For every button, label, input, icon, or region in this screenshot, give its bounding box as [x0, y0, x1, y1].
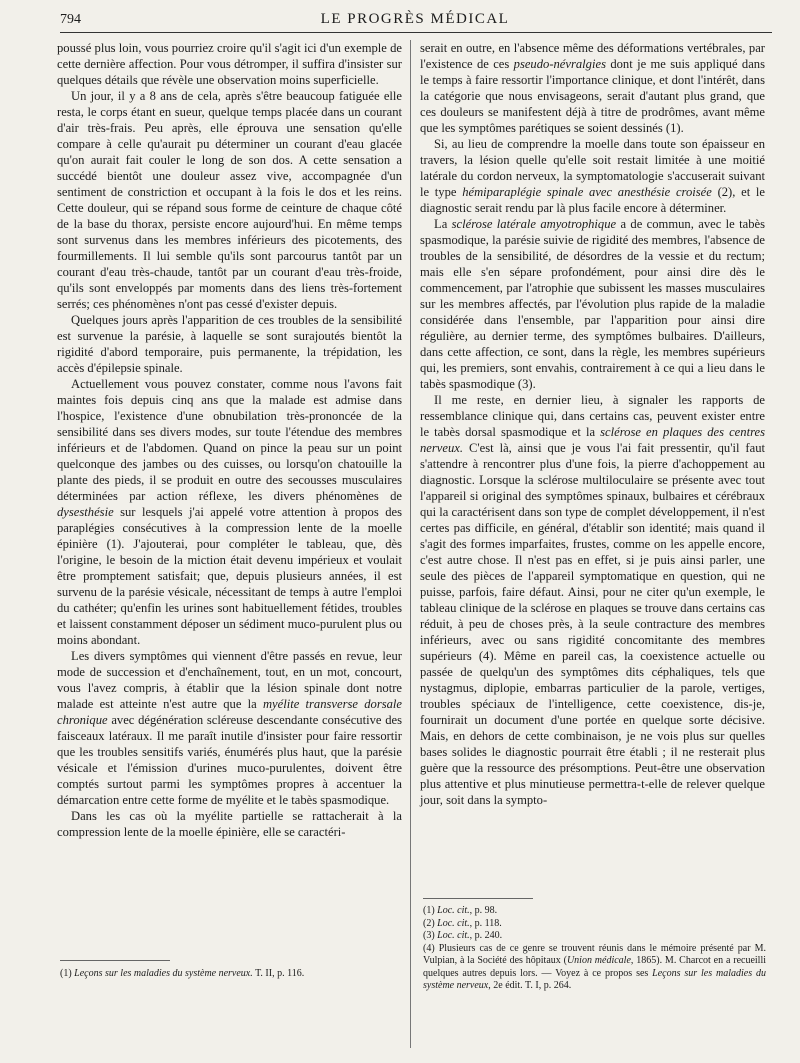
- footnote-text: , p. 240.: [469, 930, 503, 941]
- footnote: [423, 930, 766, 943]
- paragraph: Quelques jours après l'apparition de ces troubles de la sensibilité est survenue la parésie, à laquelle se sont surajoutés bientôt la rigidité d'abord temporaire, puis permanente, la trépidation, les accès d'épilepsie spinale.: [57, 313, 402, 375]
- footnote-text: , p. 118.: [469, 917, 502, 929]
- footnote-text: T. II, p. 116.: [252, 968, 305, 979]
- italic-term: sclérose latérale amyotrophique: [451, 217, 617, 231]
- footnote-italic: Union médicale: [566, 955, 631, 966]
- footnote-italic: Leçons sur les maladies du système nerveux: [423, 967, 766, 991]
- paragraph: [57, 648, 402, 808]
- paragraph: Dans les cas où la myélite partielle se rattacherait à la compression lente de la moelle épinière, elle se caractéri-: [57, 809, 402, 839]
- text-run: avec dégénération scléreuse descendante consécutive des faisceaux latéraux. Il me paraît inutile d'insister pour faire ressortir que les troubles sensitifs variés, énumérés plus haut, que la parésie vésicale et l'émission d'urines muco-purulentes, doivent être comptés surtout parmi les symptômes propres à accentuer la démarcation entre cette forme de myélite et le tabès spasmodique.: [57, 713, 402, 807]
- paragraph: [420, 136, 765, 216]
- footnote-text: , p. 98.: [469, 905, 498, 916]
- text-run: Si, au lieu de comprendre la moelle dans toute son épaisseur en travers, la lésion quelle qu'elle soit restait limitée à une moitié latérale du cordon nerveux, la symptomatologie s'accuserait suivant le type: [420, 137, 765, 199]
- text-run: Les divers symptômes qui viennent d'être passés en revue, leur mode de succession et d'enchaînement, tout, en un mot, concourt, vous l'avez compris, à établir que la lésion spinale dont notre malade est atteinte n'est autre que la: [57, 649, 402, 711]
- footnote-number: (2): [423, 917, 435, 929]
- page-number: 794: [60, 12, 81, 27]
- footnote: [423, 905, 766, 918]
- footnote-italic: Loc. cit.: [437, 917, 470, 929]
- footnote-number: (4): [423, 942, 435, 954]
- italic-term: hémiparaplégie spinale avec anesthésie croisée: [462, 185, 712, 199]
- text-run: La: [434, 217, 452, 231]
- paragraph: [420, 40, 765, 136]
- footnote-italic: Leçons sur les maladies du système nerveux.: [74, 968, 253, 979]
- column-divider: [410, 40, 411, 1048]
- footnote-number: (1): [60, 968, 72, 979]
- footnote-text: , 1865). M. Charcot en a recueilli quelques autres depuis lors. — Voyez à ce propos ses: [423, 955, 767, 979]
- text-run: serait en outre, en l'absence même des déformations vertébrales, par l'existence de ces: [420, 41, 765, 71]
- footnote-number: (1): [423, 905, 435, 916]
- journal-title: LE PROGRÈS MÉDICAL: [320, 11, 510, 27]
- text-run: dont je me suis appliqué dans le temps à faire ressortir l'importance clinique, et dont l'intérêt, dans la catégorie que nous envisageons, serait d'autant plus grand, que ces douleurs se manifestent déjà à titre de prodrômes, avant même que les symptômes parétiques se soient dessinés (1).: [420, 57, 765, 135]
- paragraph: Un jour, il y a 8 ans de cela, après s'être beaucoup fatiguée elle resta, le corps étant en sueur, quelque temps placée dans un courant d'air très-frais. Peu après, elle éprouva une sensation qu'elle compare à celle qu'aurait pu déterminer un courant d'eau glacée qu'on aurait fait couler le long de son dos. A cette sensation a succédé bientôt une douleur assez vive, accompagnée d'un sentiment de constriction et occupant à la fois le dos et les reins. Cette douleur, qui se répand sous forme de ceinture de chaque côté de la base du thorax, persiste encore aujourd'hui. En même temps sont survenus dans les membres inférieurs des picotements, des fourmillements. Il lui semble qu'ils sont parcourus tantôt par un courant d'eau très-chaude, tantôt par un courant d'eau très-froide, qu'ils sont enveloppés par moments dans des liens très-fortement serrés; ces phénomènes n'ont pas cessé d'exister depuis.: [57, 89, 402, 311]
- footnote-rule: [423, 898, 533, 899]
- footnote-italic: Loc. cit.: [437, 930, 470, 941]
- footnote: [423, 918, 766, 931]
- italic-term: pseudo-névralgies: [513, 57, 606, 71]
- footnote-text: , 2e édit. T. I, p. 264.: [488, 980, 572, 991]
- paragraph: [57, 376, 402, 648]
- footnote: [60, 968, 403, 981]
- page-header: [60, 8, 770, 32]
- footnote-rule: [60, 960, 170, 961]
- footnote-number: (3): [423, 930, 435, 941]
- right-footnotes: [423, 905, 766, 993]
- header-rule: [60, 32, 772, 33]
- text-run: Actuellement vous pouvez constater, comme nous l'avons fait maintes fois depuis cinq ans que la malade est admise dans l'hospice, l'existence d'une obnubilation très-prononcée de la sensibilité dans ses divers modes, sur toute l'étendue des membres inférieurs et de l'abdomen. Quand on pince la peau sur un point quelconque des jambes ou des cuisses, ou lorsqu'on chatouille la plante des pieds, il se produit en outre des secousses musculaires déterminées par action réflexe, les divers phénomènes de: [57, 377, 402, 503]
- paragraph: poussé plus loin, vous pourriez croire qu'il s'agit ici d'un exemple de cette dernière affection. Pour vous détromper, il suffira d'insister sur quelques détails que révèle une observation moins superficielle.: [57, 41, 402, 87]
- text-run: sur lesquels j'ai appelé votre attention à propos des paraplégies consécutives à la compression lente de la moelle épinière (1). J'ajouterai, pour compléter le tableau, que, dès l'origine, le besoin de la miction était devenu impérieux et voulait être promptement satisfait; que, depuis plusieurs années, il est survenu de la parésie vésicale, nécessitant de temps à autre l'emploi du cathéter; qu'enfin les urines sont habituellement fétides, troubles et laissent constamment déposer un sédiment muco-purulent plus ou moins abondant.: [57, 505, 402, 647]
- italic-term: dysesthésie: [57, 505, 114, 519]
- left-footnotes: [60, 968, 403, 981]
- text-run: C'est là, ainsi que je vous l'ai fait pressentir, qu'il faut s'attendre à rencontrer plus d'une fois, la pierre d'achoppement au diagnostic. Lorsque la sclérose multiloculaire se présente avec tout l'appareil si original des symptômes spinaux, bulbaires et cérébraux qui la caractérisent dans son type de complet développement, il n'est certes pas difficile, en général, d'établir son identité; mais quand il s'agit des formes imparfaites, frustes, comme on les appelle encore, c'est autre chose. Il n'est pas en effet, si je puis ainsi parler, une seule des pièces de l'appareil symptomatique en question, qui ne puisse, parfois, faire défaut. Ainsi, pour ne citer qu'un exemple, le tableau clinique de la sclérose en plaques se trouve dans certains cas réduit, à peu de choses près, à la seule contracture des membres inférieurs, avec ou sans rigidité concomitante des membres supérieurs (4). Même en pareil cas, la coexistence actuelle ou passée de quelqu'un des symptômes dits céphaliques, tels que nystagmus, diplopie, embarras particulier de la parole, vertiges, troubles spéciaux de l'intelligence, cette coexistence, dis-je, fournirait un document d'une portée en quelque sorte décisive. Mais, en dehors de cette combinaison, je ne vois plus sur quelles bases solides le diagnostic pourrait être établi ; il ne resterait plus guère que la ressource des présomptions. Peut-être une observation plus attentive et plus minutieuse permettra-t-elle de relever quelque jour, soit dans la sympto-: [420, 441, 765, 807]
- italic-term: myélite transverse dorsale chronique: [57, 697, 403, 727]
- paragraph: [420, 392, 765, 808]
- text-run: a de commun, avec le tabès spasmodique, la parésie suivie de rigidité des membres, l'absence de troubles de la sensibilité, de désordres de la vessie et du rectum; mais elle s'en sépare profondément, pour ainsi dire dès le commencement, par l'atrophie que subissent les masses musculaires sur les membres affectés, par l'évolution plus rapide de la maladie considérée dans l'ensemble, par l'apparition pour ainsi dire régulière, au dernier terme, des symptômes bulbaires. D'ailleurs, dans cette affection, ce sont, dans la règle, les membres supérieurs qui, les premiers, sont envahis, contrairement à ce qui a lieu dans le tabès spasmodique (3).: [420, 217, 765, 391]
- footnote: [423, 943, 766, 993]
- footnote-text: Plusieurs cas de ce genre se trouvent réunis dans le mémoire présenté par M. Vulpian, à la Société des hôpitaux (: [423, 942, 766, 966]
- italic-term: sclérose en plaques des centres nerveux.: [420, 425, 765, 455]
- left-column: [57, 40, 402, 840]
- right-column: [420, 40, 765, 808]
- text-run: Il me reste, en dernier lieu, à signaler les rapports de ressemblance clinique qui, dans certains cas, peuvent exister entre le tabès dorsal spasmodique et la: [420, 393, 765, 439]
- footnote-italic: Loc. cit.: [437, 905, 470, 916]
- text-run: (2), et le diagnostic serait rendu par là plus facile encore à déterminer.: [420, 185, 765, 215]
- paragraph: [420, 216, 765, 392]
